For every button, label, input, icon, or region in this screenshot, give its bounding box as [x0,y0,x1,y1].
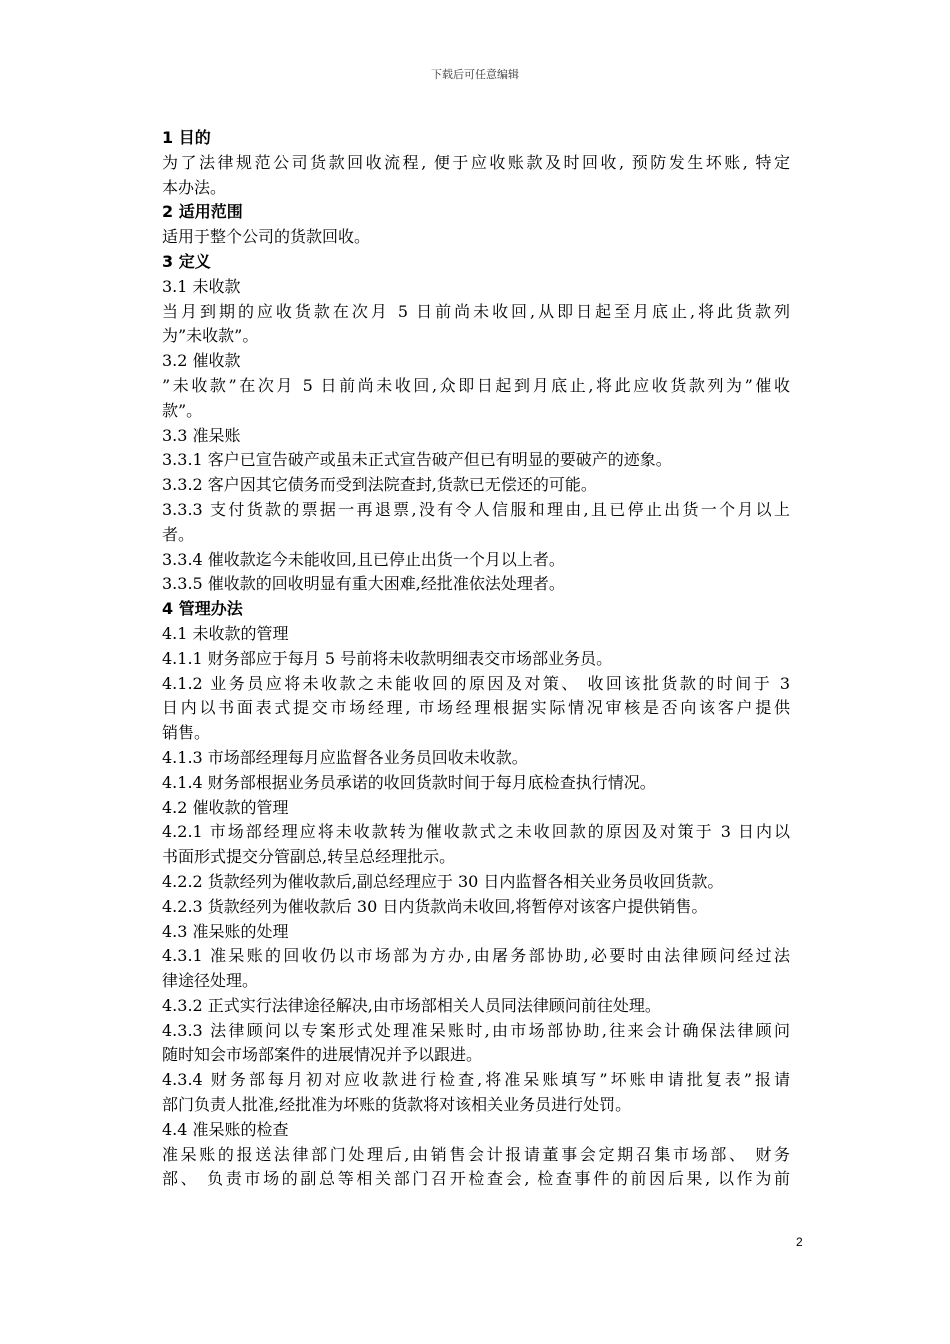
paragraph-line: 部门负责人批准,经批准为坏账的货款将对该相关业务员进行处罚。 [162,1095,632,1115]
paragraph-line: 4.3.4 财务部每月初对应收款进行检查,将准呆账填写”坏账申请批复表”报请 [162,1070,790,1090]
paragraph-line: 随时知会市场部案件的进展情况并予以跟进。 [162,1045,483,1065]
section-heading: 1 目的 [162,128,211,147]
paragraph-line: ”未收款”在次月 5 日前尚未收回,众即日起到月底止,将此应收货款列为”催收 [162,375,790,395]
paragraph-line: 3.3.3 支付货款的票据一再退票,没有令人信服和理由,且已停止出货一个月以上 [162,499,790,519]
paragraph-line: 4.1.4 财务部根据业务员承诺的收回货款时间于每月底检查执行情况。 [162,772,656,792]
paragraph-line: 3.3.2 客户因其它债务而受到法院查封,货款已无偿还的可能。 [162,475,597,495]
document-body [162,126,790,1192]
paragraph-line: 3.3.5 催收款的回收明显有重大困难,经批准依法处理者。 [162,574,565,594]
paragraph-line: 为”未收款”。 [162,326,259,346]
paragraph-line: 4.1.3 市场部经理每月应监督各业务员回收未收款。 [162,747,528,767]
paragraph-line: 部、 负责市场的副总等相关部门召开检查会, 检查事件的前因后果, 以作为前 [162,1169,790,1189]
section-heading: 3 定义 [162,251,211,271]
paragraph-line: 4.3.2 正式实行法律途径解决,由市场部相关人员同法律顾问前往处理。 [162,995,661,1015]
paragraph-line: 书面形式提交分管副总,转呈总经理批示。 [162,847,456,867]
paragraph-line: 律途径处理。 [162,971,259,991]
paragraph-line: 3.3.1 客户已宣告破产或虽未正式宣告破产但已有明显的要破产的迹象。 [162,450,672,470]
paragraph-line: 4.1.2 业务员应将未收款之未能收回的原因及对策、 收回该批货款的时间于 3 [162,673,790,693]
paragraph-line: 日内以书面表式提交市场经理, 市场经理根据实际情况审核是否向该客户提供 [162,698,790,718]
paragraph-line: 本办法。 [162,177,227,197]
paragraph-line: 4.1 未收款的管理 [162,623,289,643]
paragraph-line: 3.2 催收款 [162,351,241,371]
paragraph-line: 3.3 准呆账 [162,425,241,445]
paragraph-line: 4.4 准呆账的检查 [162,1119,289,1139]
paragraph-line: 准呆账的报送法律部门处理后,由销售会计报请董事会定期召集市场部、 财务 [162,1144,790,1164]
paragraph-line: 4.2.3 货款经列为催收款后 30 日内货款尚未收回,将暂停对该客户提供销售。 [162,896,708,916]
paragraph-line: 当月到期的应收货款在次月 5 日前尚未收回,从即日起至月底止,将此货款列 [162,301,790,321]
paragraph-line: 4.3.3 法律顾问以专案形式处理准呆账时,由市场部协助,往来会计确保法律顾问 [162,1020,790,1040]
paragraph-line: 者。 [162,524,195,544]
page-number: 2 [796,1235,803,1249]
paragraph-line: 4.2 催收款的管理 [162,797,289,817]
paragraph-line: 款”。 [162,400,203,420]
paragraph-line: 3.3.4 催收款迄今未能收回,且已停止出货一个月以上者。 [162,549,565,569]
page-header: 下载后可任意编辑 [431,68,519,81]
paragraph-line: 4.2.1 市场部经理应将未收款转为催收款式之未收回款的原因及对策于 3 日内以 [162,822,790,842]
paragraph-line: 适用于整个公司的货款回收。 [162,227,371,247]
paragraph-line: 3.1 未收款 [162,276,241,296]
paragraph-line: 4.3 准呆账的处理 [162,921,289,941]
paragraph-line: 销售。 [162,723,211,743]
paragraph-line: 4.1.1 财务部应于每月 5 号前将未收款明细表交市场部业务员。 [162,648,613,668]
paragraph-line: 为了法律规范公司货款回收流程, 便于应收账款及时回收, 预防发生坏账, 特定 [162,152,790,172]
paragraph-line: 4.3.1 准呆账的回收仍以市场部为方办,由屠务部协助,必要时由法律顾问经过法 [162,946,790,966]
section-heading: 4 管理办法 [162,599,243,619]
section-heading: 2 适用范围 [162,202,243,222]
paragraph-line: 4.2.2 货款经列为催收款后,副总经理应于 30 日内监督各相关业务员收回货款。 [162,871,724,891]
